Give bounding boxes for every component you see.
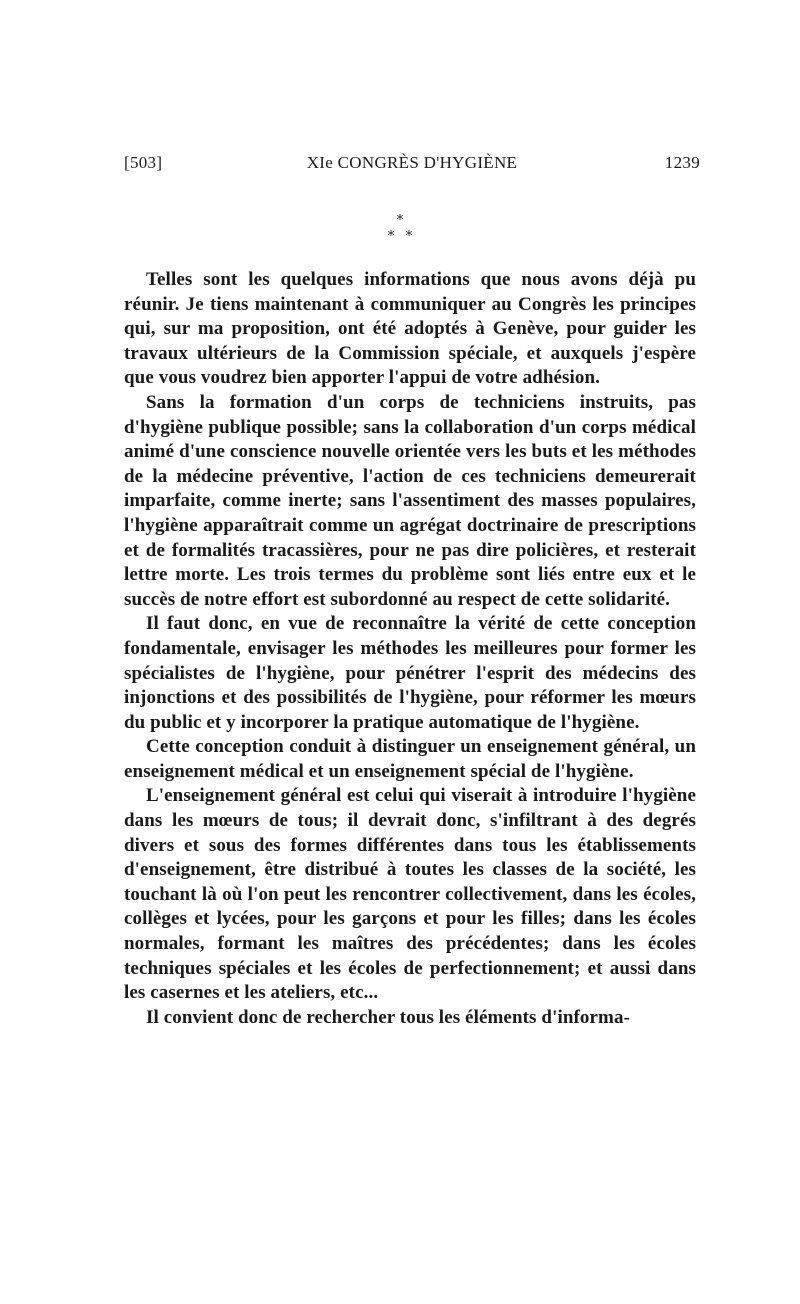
body-text	[124, 268, 696, 1030]
paragraph: Sans la formation d'un corps de techniciens instruits, pas d'hygiène publique possible; sans la collaboration d'un corps médical animé d'une conscience nouvelle orientée vers les buts et les méthodes de la médecine préventive, l'action de ces techniciens demeurerait imparfaite, comme inerte; sans l'assentiment des masses populaires, l'hygiène apparaîtrait comme un agrégat doctrinaire de prescriptions et de formalités tracassières, pour ne pas dire policières, et resterait lettre morte. Les trois termes du problème sont liés entre eux et le succès de notre effort est subordonné au respect de cette solidarité.	[124, 391, 696, 610]
svg-text:*: *	[405, 229, 413, 244]
svg-text:*: *	[387, 229, 395, 244]
paragraph: Telles sont les quelques informations que nous avons déjà pu réunir. Je tiens maintenant à communiquer au Congrès les principes qui, sur ma proposition, ont été adoptés à Genève, pour guider les travaux ultérieurs de la Commission spéciale, et auxquels j'espère que vous voudrez bien apporter l'appui de votre adhésion.	[124, 269, 696, 389]
paragraph: Il faut donc, en vue de reconnaître la vérité de cette conception fondamentale, envisager les méthodes les meilleures pour former les spécialistes de l'hygiène, pour pénétrer l'esprit des médecins des injonctions et des possibilités de l'hygiène, pour réformer les mœurs du public et y incorporer la pratique automatique de l'hygiène.	[124, 613, 696, 733]
page-number: 1239	[664, 153, 700, 172]
header-bracket-number: [503]	[124, 153, 163, 172]
header-title: XIe CONGRÈS D'HYGIÈNE	[306, 153, 518, 172]
paragraph: L'enseignement général est celui qui viserait à introduire l'hygiène dans les mœurs de tous; il devrait donc, s'infiltrant à des degrés divers et sous des formes différentes dans tous les établissements d'enseignement, être distribué à toutes les classes de la société, les touchant là où l'on peut les rencontrer collectivement, dans les écoles, collèges et lycées, pour les garçons et pour les filles; dans les écoles normales, formant les maîtres des précédentes; dans les écoles techniques spéciales et les écoles de perfectionnement; et aussi dans les casernes et les ateliers, etc...	[124, 785, 696, 1004]
paragraph: Cette conception conduit à distinguer un enseignement général, un enseignement médical et un enseignement spécial de l'hygiène.	[124, 736, 696, 782]
running-header	[124, 153, 700, 177]
paragraph: Il convient donc de rechercher tous les éléments d'informa-	[146, 1006, 631, 1028]
asterism-icon	[0, 212, 800, 248]
svg-text:*: *	[396, 213, 404, 228]
